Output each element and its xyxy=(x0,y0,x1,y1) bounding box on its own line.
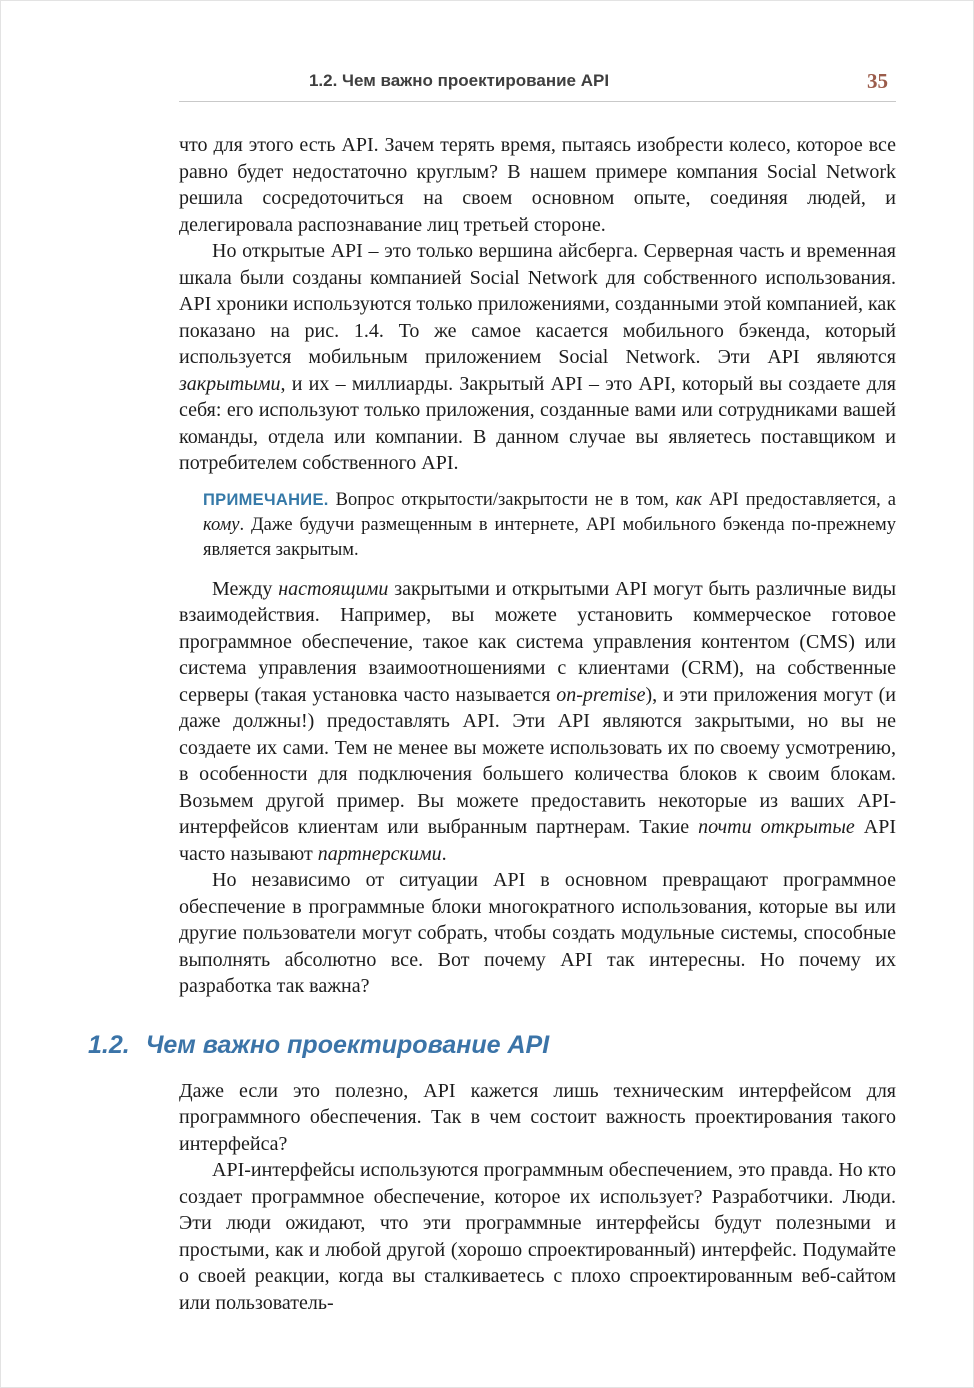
text-run: Но открытые API – это только вершина айсберга. Серверная часть и временная шкала были созданы компанией Social Network для собственного использования. API хроники используются только приложениями, созданными этой компанией, как показано на рис. 1.4. То же самое касается мобильного бэкенда, который используется мобильным приложением Social Network. Эти API являются xyxy=(179,240,896,368)
text-run: API часто называют xyxy=(179,816,896,865)
body-paragraph xyxy=(179,1157,896,1316)
page-content xyxy=(88,132,897,1316)
italic-text-run: как xyxy=(675,489,702,510)
text-run: Вопрос открытости/закрытости не в том, xyxy=(328,489,676,510)
text-run: , и их – миллиарды. Закрытый API – это API, который вы создаете для себя: его используют только приложения, созданные вами или сотрудниками вашей команды, отдела или компании. В данном случае вы являетесь поставщиком и потребителем собственного API. xyxy=(179,372,896,474)
text-run: . Даже будучи размещенным в интернете, API мобильного бэкенда по-прежнему является закрытым. xyxy=(203,514,896,560)
note-label: ПРИМЕЧАНИЕ. xyxy=(203,490,329,509)
text-run: Но независимо от ситуации API в основном превращают программное обеспечение в программные блоки многократного использования, которые вы или другие пользователи могут собрать, чтобы создать модульные системы, способные выполнять абсолютно все. Вот почему API так интересны. Но почему их разработка так важна? xyxy=(179,869,896,997)
text-run: API-интерфейсы используются программным обеспечением, это правда. Но кто создает программное обеспечение, которое их использует? Разработчики. Люди. Эти люди ожидают, что эти программные интерфейсы будут полезными и простыми, как и любой другой (хорошо спроектированный) интерфейс. Подумайте о своей реакции, когда вы сталкиваетесь с плохо спроектированным веб-сайтом или пользователь- xyxy=(179,1159,896,1314)
text-run: . xyxy=(441,842,447,865)
text-run: Между xyxy=(212,577,279,600)
italic-text-run: кому xyxy=(203,514,240,535)
body-paragraph xyxy=(179,132,896,238)
text-run: что для этого есть API. Зачем терять время, пытаясь изобрести колесо, которое все равно будет недостаточно круглым? В нашем примере компания Social Network решила сосредоточиться на своем основном опыте, соединяя людей, и делегировала распознавание лиц третьей стороне. xyxy=(179,134,896,236)
text-run: ), и эти приложения могут (и даже должны!) предоставлять API. Эти API являются закрытыми, но вы не создаете их сами. Тем не менее вы можете использовать их по своему усмотрению, в особенности для подключения большего количества блоков к своим блокам. Возьмем другой пример. Вы можете предоставить некоторые из ваших API-интерфейсов клиентам или выбранным партнерам. Такие xyxy=(179,683,896,838)
italic-text-run: закрытыми xyxy=(179,372,281,395)
body-paragraph xyxy=(179,576,896,868)
italic-text-run: настоящими xyxy=(278,577,389,600)
section-number: 1.2. xyxy=(88,1030,130,1059)
section-heading xyxy=(88,1030,896,1060)
page-header xyxy=(179,71,896,102)
text-run: Даже если это полезно, API кажется лишь техническим интерфейсом для программного обеспечения. Так в чем состоит важность проектирования такого интерфейса? xyxy=(179,1079,896,1155)
body-paragraph xyxy=(179,867,896,1000)
note-block xyxy=(203,488,896,563)
text-run: закрытыми и открытыми API могут быть различные виды взаимодействия. Например, вы можете установить коммерческое готовое программное обеспечение, такое как система управления контентом (CMS) или система управления взаимоотношениями с клиентами (CRM), на собственные серверы (такая установка часто называется xyxy=(179,577,897,706)
running-head-title: 1.2. Чем важно проектирование API xyxy=(308,71,610,90)
italic-text-run: почти открытые xyxy=(698,816,855,838)
section-title: Чем важно проектирование API xyxy=(145,1030,550,1059)
italic-text-run: партнерскими xyxy=(317,842,442,865)
page-number: 35 xyxy=(867,69,888,93)
text-run: API предоставляется, а xyxy=(701,489,896,510)
body-paragraph xyxy=(179,1078,896,1158)
body-paragraph xyxy=(179,238,896,477)
italic-text-run: on-premise xyxy=(556,683,646,706)
